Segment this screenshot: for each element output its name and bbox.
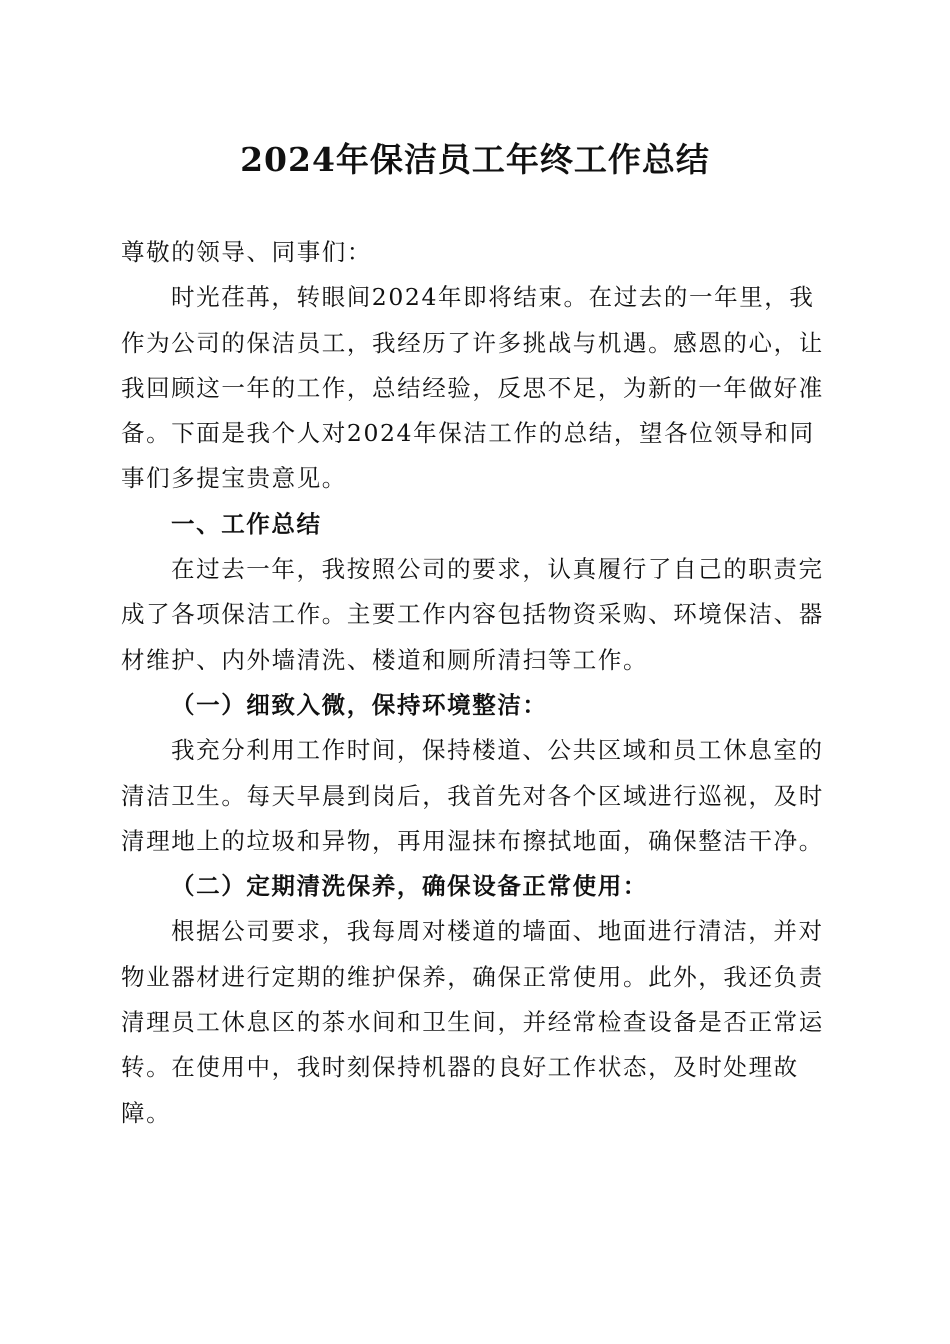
section-paragraph-work-summary: 在过去一年，我按照公司的要求，认真履行了自己的职责完成了各项保洁工作。主要工作内容包括物资采购、环境保洁、器材维护、内外墙清洗、楼道和厕所清扫等工作。 (121, 555, 824, 674)
section-heading-work-summary: 一、工作总结 (171, 509, 322, 538)
subsection-heading-environment: （一）细致入微，保持环境整洁： (171, 690, 548, 719)
intro-paragraph: 时光荏苒，转眼间2024年即将结束。在过去的一年里，我作为公司的保洁员工，我经历了许多挑战与机遇。感恩的心，让我回顾这一年的工作，总结经验，反思不足，为新的一年做好准备。下面是我个人对2024年保洁工作的总结，望各位领导和同事们多提宝贵意见。 (121, 283, 824, 493)
subsection-heading-maintenance: （二）定期清洗保养，确保设备正常使用： (171, 872, 648, 901)
subsection-paragraph-environment: 我充分利用工作时间，保持楼道、公共区域和员工休息室的清洁卫生。每天早晨到岗后，我首先对各个区域进行巡视，及时清理地上的垃圾和异物，再用湿抹布擦拭地面，确保整洁干净。 (121, 736, 824, 855)
greeting: 尊敬的领导、同事们： (121, 238, 372, 266)
document-title: 2024年保洁员工年终工作总结 (240, 140, 710, 179)
subsection-paragraph-maintenance: 根据公司要求，我每周对楼道的墙面、地面进行清洁，并对物业器材进行定期的维护保养，确保正常使用。此外，我还负责清理员工休息区的茶水间和卫生间，并经常检查设备是否正常运转。在使用中，我时刻保持机器的良好工作状态，及时处理故障。 (121, 917, 824, 1127)
document-body (121, 230, 833, 1136)
